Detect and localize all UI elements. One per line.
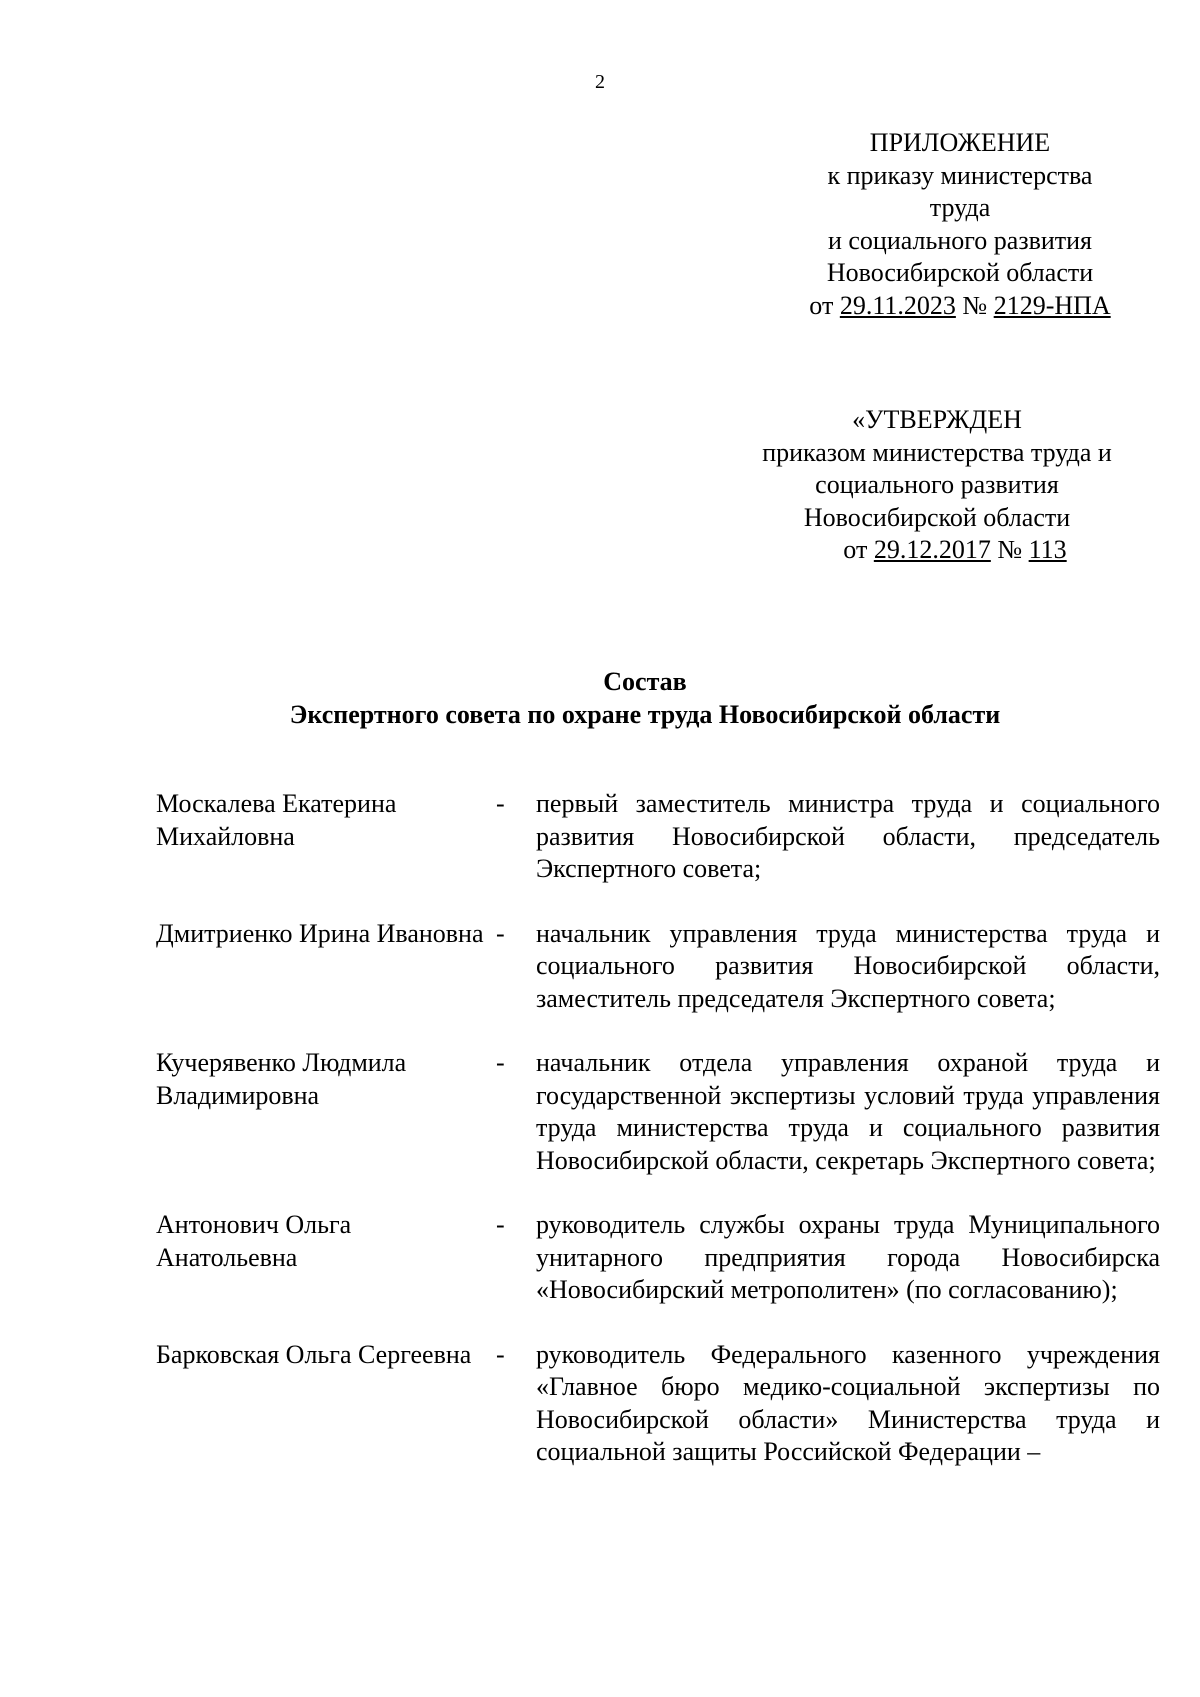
appendix-date: 29.11.2023 xyxy=(839,290,956,320)
title-line: Состав xyxy=(603,667,687,696)
approved-date: 29.12.2017 xyxy=(873,535,991,564)
member-position: начальник отдела управления охраной труда и государственной экспертизы условий труда управления труда министерства труда и социального развития Новосибирской области, секретарь Экспертного совета; xyxy=(536,1048,1160,1175)
member-dash: - xyxy=(496,1048,505,1077)
member-position: руководитель службы охраны труда Муниципального унитарного предприятия города Новосибирска «Новосибирский метрополитен» (по согласованию); xyxy=(536,1210,1160,1304)
member-name: Москалева Екатерина Михайловна xyxy=(156,789,397,851)
member-name: Антонович Ольга Анатольевна xyxy=(156,1210,352,1272)
member-dash: - xyxy=(496,789,505,818)
approved-line: социального развития xyxy=(815,470,1059,499)
member-row xyxy=(156,918,1160,1016)
member-position: первый заместитель министра труда и социального развития Новосибирской области, председатель Экспертного совета; xyxy=(536,789,1160,883)
approved-line: Новосибирской области xyxy=(803,502,1071,532)
approved-heading: «УТВЕРЖДЕН xyxy=(852,405,1022,434)
appendix-line: к приказу министерства xyxy=(827,160,1093,190)
member-row xyxy=(156,1209,1160,1307)
appendix-line: Новосибирской области xyxy=(826,258,1094,287)
member-row xyxy=(156,1047,1160,1177)
appendix-line: и социального развития xyxy=(827,225,1093,255)
appendix-heading: ПРИЛОЖЕНИЕ xyxy=(869,128,1051,157)
member-dash: - xyxy=(496,1210,505,1239)
appendix-line: труда xyxy=(929,193,991,222)
member-position: руководитель Федерального казенного учреждения «Главное бюро медико-социальной экспертизы по Новосибирской области» Министерства труда и социальной защиты Российской Федерации – xyxy=(536,1339,1160,1466)
members-list xyxy=(156,788,1160,1501)
appendix-header xyxy=(770,127,1150,322)
member-dash: - xyxy=(496,918,505,948)
document-title xyxy=(0,666,1200,731)
member-name: Дмитриенко Ирина Ивановна xyxy=(156,918,484,948)
appendix-number-sign: № xyxy=(962,290,988,320)
member-name: Кучерявенко Людмила Владимировна xyxy=(156,1048,407,1110)
member-dash: - xyxy=(496,1339,505,1369)
approved-header xyxy=(727,404,1147,567)
page-number: 2 xyxy=(595,71,605,93)
member-row xyxy=(156,1339,1160,1469)
approved-date-prefix: от xyxy=(843,535,868,564)
appendix-number: 2129-НПА xyxy=(993,290,1111,320)
approved-line: приказом министерства труда и xyxy=(762,437,1112,467)
approved-date-line xyxy=(727,534,1147,567)
approved-number-sign: № xyxy=(997,535,1023,564)
appendix-date-line xyxy=(770,290,1150,323)
approved-number: 113 xyxy=(1028,535,1067,564)
title-line: Экспертного совета по охране труда Новосибирской области xyxy=(289,699,1001,729)
member-name: Барковская Ольга Сергеевна xyxy=(156,1339,472,1369)
member-row xyxy=(156,788,1160,886)
appendix-date-prefix: от xyxy=(809,290,834,320)
member-position: начальник управления труда министерства труда и социального развития Новосибирской области, заместитель председателя Экспертного совета; xyxy=(536,918,1160,1013)
